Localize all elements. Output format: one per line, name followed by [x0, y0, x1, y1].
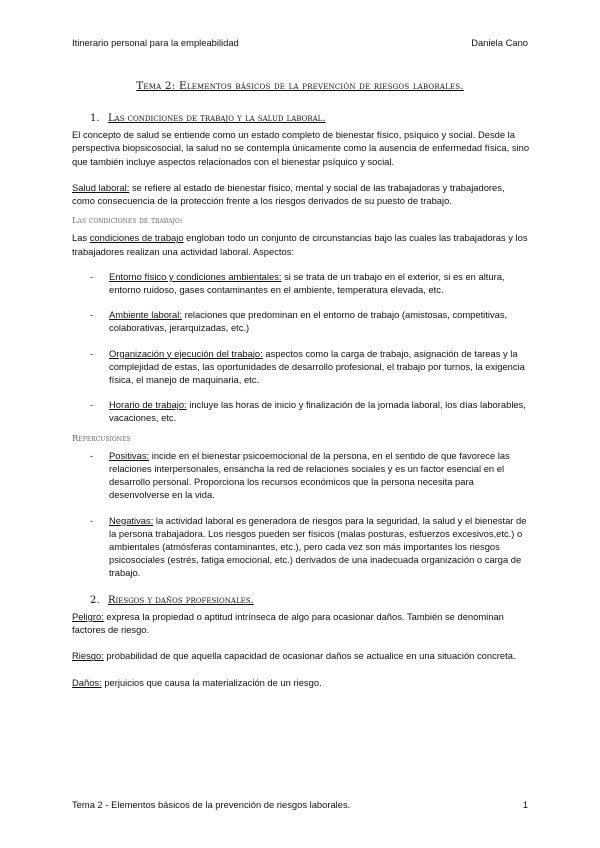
- page-title: Tema 2: Elementos básicos de la prevención de riesgos laborales.: [136, 80, 464, 92]
- dash-bullet: -: [90, 270, 94, 282]
- document-body: [72, 112, 530, 689]
- def-text: expresa la propiedad o aptitud intrínseca de algo para ocasionar daños. También se denominan factores de riesgo.: [72, 610, 504, 636]
- paragraph-condiciones: [72, 231, 530, 257]
- def-text: probabilidad de que aquella capacidad de ocasionar daños se actualice en una situación concreta.: [103, 650, 516, 662]
- section-number: 2.: [90, 594, 100, 606]
- item-text: incluye las horas de inicio y finalización de la jornada laboral, los días laborables, vacaciones, etc.: [109, 399, 526, 424]
- item-text: relaciones que predominan en el entorno de trabajo (amistosas, competitivas, colaborativas, jerarquizadas, etc.): [109, 309, 508, 334]
- dash-bullet: -: [90, 347, 94, 359]
- list-item: [72, 449, 530, 502]
- list-item: [72, 398, 530, 424]
- dash-bullet: -: [90, 449, 94, 461]
- item-text: la actividad laboral es generadora de riesgos para la seguridad, la salud y el bienestar de la persona trabajadora. Los riesgos pueden ser físicos (malas posturas, esfuerzos excesivos,etc.) o ambientales (atmósferas contaminantes, etc.), pero cada vez son más importantes los riesgos psicosociales (estrés, fatiga emocional, etc.) derivados de una inadecuada organización o carga de trabajo.: [109, 514, 527, 579]
- section-title: Riesgos y daños profesionales.: [108, 594, 254, 606]
- item-term: Horario de trabajo:: [109, 399, 187, 411]
- item-term: Organización y ejecución del trabajo:: [109, 347, 263, 359]
- text-fragment: Las: [72, 232, 90, 244]
- item-term: Ambiente laboral:: [109, 309, 182, 321]
- dash-bullet: -: [90, 309, 94, 321]
- header-doc-title: Itinerario personal para la empleabilidad: [72, 37, 239, 48]
- item-term: Negativas:: [109, 514, 154, 526]
- paragraph-salud-intro: El concepto de salud se entiende como un estado completo de bienestar físico, psíquico y social. Desde la perspectiva biopsicosocial, la salud no se contempla únicamente como la ausencia de enfermedad física, sino que también incluye aspectos relacionados con el bienestar psíquico y social.: [72, 129, 530, 167]
- section-title: Las condiciones de trabajo y la salud laboral.: [108, 113, 326, 124]
- def-text: perjuicios que causa la materialización de un riesgo.: [101, 676, 322, 688]
- item-text: si se trata de un trabajo en el exterior, si es en altura, entorno ruidoso, gases contaminantes en el ambiente, temperatura elevada, etc.: [109, 270, 505, 296]
- def-term: Riesgo:: [72, 650, 104, 662]
- definition-riesgo: [72, 649, 530, 662]
- item-term: Entorno físico y condiciones ambientales:: [109, 270, 282, 282]
- page-footer: [72, 799, 528, 810]
- list-item: [72, 308, 530, 334]
- header-author: Daniela Cano: [471, 37, 528, 48]
- list-item: [72, 347, 530, 387]
- section-number: 1.: [90, 113, 100, 124]
- subheading-repercusiones: Repercusiones: [72, 433, 131, 444]
- condiciones-list: [72, 270, 530, 425]
- def-term: Peligro:: [72, 610, 104, 622]
- term-condiciones: condiciones de trabajo: [89, 232, 184, 244]
- page-number: 1: [522, 799, 528, 810]
- footer-doc-title: Tema 2 - Elementos básicos de la prevención de riesgos laborales.: [72, 799, 351, 810]
- section-2-heading: [90, 594, 530, 607]
- section-1-heading: [90, 112, 530, 125]
- dash-bullet: -: [90, 399, 94, 411]
- list-item: [72, 514, 530, 580]
- item-text: aspectos como la carga de trabajo, asignación de tareas y la complejidad de estas, las oportunidades de desarrollo profesional, el trabajo por turnos, la exigencia física, el manejo de maquinaria, etc.: [109, 347, 525, 386]
- text-fragment: engloban todo un conjunto de circunstancias bajo las cuales las trabajadoras y los trabajadores realizan una actividad laboral. Aspectos:: [72, 232, 528, 257]
- repercusiones-list: [72, 449, 530, 580]
- def-term: Daños:: [72, 676, 102, 688]
- term-salud-laboral: Salud laboral:: [72, 181, 130, 193]
- page-header: [72, 37, 528, 48]
- paragraph-salud-laboral: [72, 181, 530, 207]
- definition-danos: [72, 676, 530, 689]
- item-text: incide en el bienestar psicoemocional de la persona, en el sentido de que favorece las relaciones interpersonales, ensancha la red de relaciones sociales y es un factor esencial en el desarrollo personal. Proporciona los recursos económicos que la persona necesita para desenvolverse en la vida.: [109, 449, 510, 501]
- list-item: [72, 270, 530, 296]
- dash-bullet: -: [90, 514, 94, 526]
- definition-peligro: [72, 610, 530, 636]
- item-term: Positivas:: [109, 449, 150, 461]
- definition-text: se refiere al estado de bienestar físico, mental y social de las trabajadoras y trabajadores, como consecuencia de la protección frente a los riesgos derivados de su puesto de trabajo.: [72, 181, 505, 207]
- subheading-condiciones: Las condiciones de trabajo:: [72, 216, 183, 227]
